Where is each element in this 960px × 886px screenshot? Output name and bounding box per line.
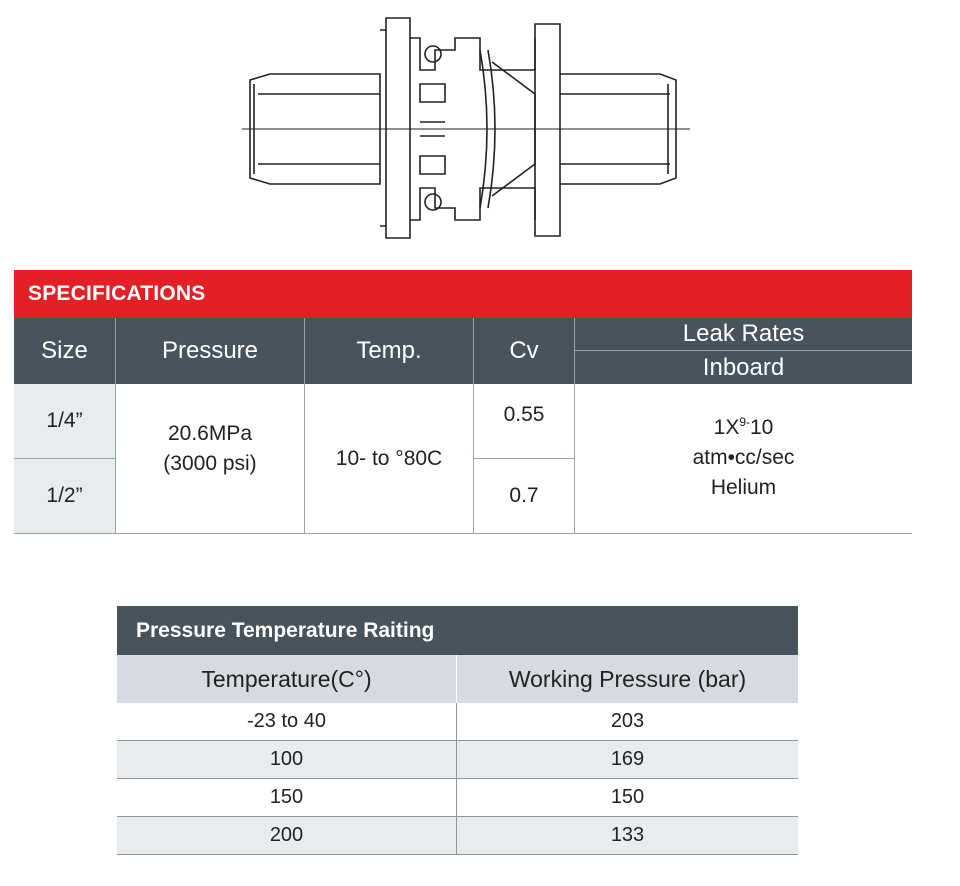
pressure-cell: 150 <box>610 786 645 808</box>
temperature-cell: 100 <box>117 741 457 778</box>
temperature-cell: -23 to 40 <box>117 703 457 740</box>
table-row <box>117 741 798 779</box>
pressure-cell <box>116 384 305 534</box>
pressure-psi: (3000 psi) <box>163 451 257 475</box>
pressure-cell: 133 <box>610 824 645 846</box>
header-cv: Cv <box>474 318 575 384</box>
leak-rate-gas: Helium <box>710 475 777 499</box>
header-inboard: Inboard <box>575 351 912 384</box>
header-pressure: Pressure <box>116 318 305 384</box>
pressure-temperature-header <box>117 655 798 703</box>
specifications-title: SPECIFICATIONS <box>14 270 912 318</box>
temperature-cell: 150 <box>117 779 457 816</box>
pressure-temperature-table <box>117 606 798 855</box>
fitting-cross-section-drawing <box>230 10 700 248</box>
table-row <box>117 779 798 817</box>
table-row <box>117 703 798 741</box>
pressure-temperature-title: Pressure Temperature Raiting <box>117 606 798 655</box>
header-temp: Temp. <box>305 318 474 384</box>
header-size: Size <box>14 318 116 384</box>
leak-rate-value: $1X^{9-}10$ <box>713 414 774 439</box>
header-temperature: Temperature(C°) <box>117 655 457 703</box>
temp-cell: 10- to °80C <box>305 384 474 534</box>
fitting-cross-section-icon <box>230 10 700 248</box>
specifications-table <box>14 270 912 534</box>
temperature-cell: 200 <box>117 817 457 854</box>
pressure-mpa: 20.6MPa <box>167 421 253 445</box>
leak-rate-cell <box>575 384 912 534</box>
size-cell: 1/4” <box>14 384 116 459</box>
header-leak-rates: Leak Rates <box>575 318 912 351</box>
cv-cell: 0.7 <box>474 459 575 534</box>
specifications-grid <box>14 318 912 534</box>
header-working-pressure: Working Pressure (bar) <box>508 665 747 692</box>
pressure-cell: 203 <box>610 710 645 732</box>
table-row <box>117 817 798 855</box>
pressure-cell: 169 <box>610 748 645 770</box>
cv-cell: 0.55 <box>474 384 575 459</box>
leak-rate-unit: atm•cc/sec <box>692 445 795 469</box>
size-cell: 1/2” <box>14 459 116 534</box>
